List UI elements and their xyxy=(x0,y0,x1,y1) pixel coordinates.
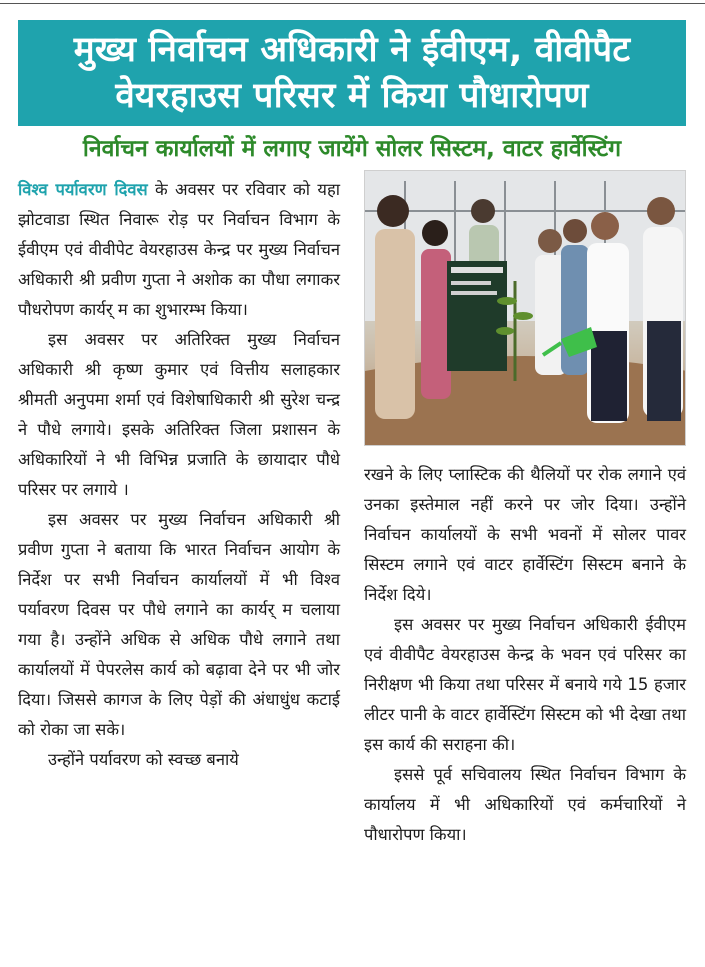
paragraph-4-start: उन्होंने पर्यावरण को स्वच्छ बनाये xyxy=(48,750,239,769)
highlight-phrase: विश्व पर्यावरण दिवस xyxy=(18,180,148,199)
article-column-right xyxy=(364,460,686,850)
headline-line-2: वेयरहाउस परिसर में किया पौधारोपण xyxy=(115,76,589,116)
subheadline: निर्वाचन कार्यालयों में लगाए जायेंगे सोलर सिस्टम, वाटर हार्वेस्टिंग xyxy=(82,136,622,162)
paragraph-2: इस अवसर पर अतिरिक्त मुख्य निर्वाचन अधिकारी श्री कृष्ण कुमार एवं वित्तीय सलाहकार श्रीमती अनुपमा शर्मा एवं विशेषाधिकारी श्री सुरेश चन्द्र ने पौधे लगाये। इसके अतिरिक्त जिला प्रशासन के अधिकारियों ने भी विभिन्न प्रजाति के छायादार पौधे परिसर पर लगाये । xyxy=(18,330,340,499)
top-rule xyxy=(0,3,705,4)
article-column-left xyxy=(18,175,340,775)
headline-line-1: मुख्य निर्वाचन अधिकारी ने ईवीएम, वीवीपैट xyxy=(73,30,631,70)
paragraph-6: इससे पूर्व सचिवालय स्थित निर्वाचन विभाग के कार्यालय में भी अधिकारियों एवं कर्मचारियों ने पौधारोपण किया। xyxy=(364,765,686,844)
paragraph-5: इस अवसर पर मुख्य निर्वाचन अधिकारी ईवीएम एवं वीवीपैट वेयरहाउस केन्द्र के भवन एवं परिसर का निरीक्षण भी किया तथा परिसर में बनाये गये 15 हजार लीटर पानी के वाटर हार्वेस्टिंग सिस्टम को भी देखा तथा इस कार्य की सराहना की। xyxy=(364,615,686,754)
paragraph-1-text: के अवसर पर रविवार को यहा झोटवाडा स्थित निवारू रोड़ पर निर्वाचन विभाग के ईवीएम एवं वीवीपेट वेयरहाउस केन्द्र पर मुख्य निर्वाचन अधिकारी श्री प्रवीण गुप्ता ने अशोक का पौधा लगाकर पौधरोपण कार्यर् म का शुभारम्भ किया। xyxy=(18,180,340,319)
paragraph-3: इस अवसर पर मुख्य निर्वाचन अधिकारी श्री प्रवीण गुप्ता ने बताया कि भारत निर्वाचन आयोग के निर्देश पर सभी निर्वाचन कार्यालयों में भी विश्व पर्यावरण दिवस पर पौधे लगाने का कार्यर् म चलाया गया है। उन्होंने अधिक से अधिक पौधे लगाने तथा कार्यालयों में पेपरलेस कार्य को बढ़ावा देने पर भी जोर दिया। जिससे कागज के लिए पेड़ों की अंधाधुंध कटाई को रोका जा सके। xyxy=(18,510,340,739)
news-photo xyxy=(364,170,686,446)
photo-illustration xyxy=(365,171,686,446)
paragraph-1 xyxy=(18,175,340,325)
paragraph-4-continued: रखने के लिए प्लास्टिक की थैलियों पर रोक लगाने एवं उनका इस्तेमाल नहीं करने पर जोर दिया। उन्होंने निर्वाचन कार्यालयों के सभी भवनों में सोलर पावर सिस्टम लगाने एवं वाटर हार्वेस्टिंग सिस्टम बनाने के निर्देश दिये। xyxy=(364,465,686,604)
headline-banner xyxy=(18,20,686,126)
